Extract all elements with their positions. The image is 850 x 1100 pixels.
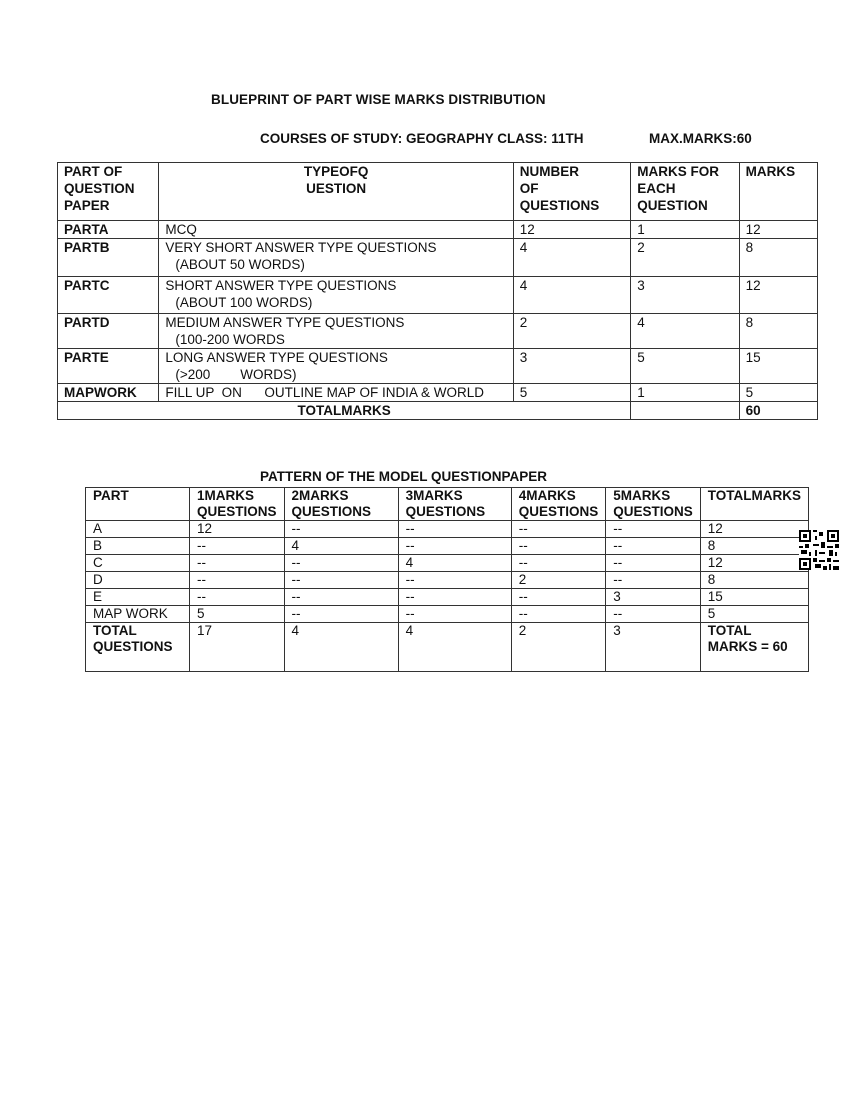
pattern-total-cell: 2 xyxy=(511,623,606,672)
row-type-text: VERY SHORT ANSWER TYPE QUESTIONS xyxy=(165,240,437,255)
total-label: TOTALMARKS xyxy=(58,402,631,420)
pattern-cell: -- xyxy=(606,555,701,572)
header-part-line: PART OF xyxy=(64,164,123,179)
row-each: 1 xyxy=(631,221,739,239)
row-number: 2 xyxy=(513,314,630,349)
pattern-total-row xyxy=(86,623,809,672)
pattern-cell: 12 xyxy=(700,555,808,572)
row-number: 4 xyxy=(513,277,630,314)
pattern-cell: -- xyxy=(284,555,398,572)
row-type-sub: (>200 WORDS) xyxy=(175,367,297,382)
table-row xyxy=(86,589,809,606)
pattern-header-cell: 3MARKS QUESTIONS xyxy=(398,488,511,521)
table-row xyxy=(58,314,818,349)
table-row xyxy=(58,384,818,402)
header-type-line: UESTION xyxy=(306,181,367,196)
pattern-cell: -- xyxy=(190,555,285,572)
pattern-header-row xyxy=(86,488,809,521)
pattern-cell: -- xyxy=(511,521,606,538)
row-type-text: MEDIUM ANSWER TYPE QUESTIONS xyxy=(165,315,405,330)
pattern-cell: 8 xyxy=(700,572,808,589)
pattern-cell: 8 xyxy=(700,538,808,555)
row-marks: 8 xyxy=(739,314,817,349)
row-part: MAPWORK xyxy=(58,384,159,402)
header-number xyxy=(513,163,630,221)
pattern-header-cell: 2MARKS QUESTIONS xyxy=(284,488,398,521)
row-type xyxy=(159,314,513,349)
row-marks: 8 xyxy=(739,239,817,277)
pattern-cell: 15 xyxy=(700,589,808,606)
pattern-cell: -- xyxy=(398,521,511,538)
pattern-cell: 5 xyxy=(700,606,808,623)
pattern-total-cell: 3 xyxy=(606,623,701,672)
row-part: PARTC xyxy=(58,277,159,314)
row-marks: 5 xyxy=(739,384,817,402)
pattern-total-cell: 4 xyxy=(284,623,398,672)
pattern-cell: 3 xyxy=(606,589,701,606)
header-part-line: PAPER xyxy=(64,198,110,213)
pattern-total-cell: TOTAL QUESTIONS xyxy=(86,623,190,672)
header-part xyxy=(58,163,159,221)
row-part: PARTD xyxy=(58,314,159,349)
pattern-header-cell: 5MARKS QUESTIONS xyxy=(606,488,701,521)
pattern-table xyxy=(85,487,809,672)
header-number-line: NUMBER xyxy=(519,164,580,179)
table-row xyxy=(86,538,809,555)
row-type xyxy=(159,277,513,314)
row-number: 4 xyxy=(513,239,630,277)
table-row xyxy=(58,277,818,314)
pattern-cell: -- xyxy=(606,606,701,623)
pattern-total-cell: TOTAL MARKS = 60 xyxy=(700,623,808,672)
row-part: PARTE xyxy=(58,349,159,384)
header-number-line: OF xyxy=(519,181,539,196)
pattern-cell: E xyxy=(86,589,190,606)
pattern-cell: A xyxy=(86,521,190,538)
pattern-cell: 12 xyxy=(700,521,808,538)
course-line: COURSES OF STUDY: GEOGRAPHY CLASS: 11TH xyxy=(260,131,584,146)
pattern-cell: -- xyxy=(511,589,606,606)
pattern-cell: -- xyxy=(398,589,511,606)
row-part: PARTB xyxy=(58,239,159,277)
header-part-line: QUESTION xyxy=(64,181,135,196)
total-empty xyxy=(631,402,739,420)
table-row xyxy=(86,555,809,572)
table-row xyxy=(86,606,809,623)
pattern-cell: -- xyxy=(284,572,398,589)
header-each-line: MARKS FOR xyxy=(637,164,719,179)
header-type xyxy=(159,163,513,221)
blueprint-header-row xyxy=(58,163,818,221)
pattern-cell: 2 xyxy=(511,572,606,589)
pattern-cell: -- xyxy=(284,606,398,623)
row-marks: 12 xyxy=(739,221,817,239)
header-each-line: QUESTION xyxy=(637,198,708,213)
max-marks: MAX.MARKS:60 xyxy=(649,131,752,146)
row-type-sub: (ABOUT 50 WORDS) xyxy=(175,257,305,272)
table-row xyxy=(86,521,809,538)
pattern-total-cell: 4 xyxy=(398,623,511,672)
table-row xyxy=(58,239,818,277)
row-type-sub: (ABOUT 100 WORDS) xyxy=(175,295,313,310)
row-each: 2 xyxy=(631,239,739,277)
pattern-header-cell: 1MARKS QUESTIONS xyxy=(190,488,285,521)
pattern-cell: 5 xyxy=(190,606,285,623)
pattern-cell: -- xyxy=(398,606,511,623)
row-type-text: SHORT ANSWER TYPE QUESTIONS xyxy=(165,278,397,293)
row-type-text: MCQ xyxy=(165,222,197,237)
row-type-text: FILL UP ON OUTLINE MAP OF INDIA & WORLD xyxy=(165,385,484,400)
pattern-cell: -- xyxy=(284,521,398,538)
pattern-cell: B xyxy=(86,538,190,555)
row-number: 5 xyxy=(513,384,630,402)
pattern-cell: -- xyxy=(511,538,606,555)
pattern-cell: D xyxy=(86,572,190,589)
pattern-cell: -- xyxy=(190,589,285,606)
pattern-total-cell: 17 xyxy=(190,623,285,672)
page-title: BLUEPRINT OF PART WISE MARKS DISTRIBUTION xyxy=(211,92,546,107)
qr-code-icon xyxy=(799,530,839,570)
row-type xyxy=(159,384,513,402)
total-row xyxy=(58,402,818,420)
pattern-cell: 4 xyxy=(398,555,511,572)
pattern-cell: -- xyxy=(190,572,285,589)
row-number: 12 xyxy=(513,221,630,239)
total-value: 60 xyxy=(739,402,817,420)
pattern-cell: -- xyxy=(398,538,511,555)
pattern-cell: -- xyxy=(606,521,701,538)
pattern-cell: C xyxy=(86,555,190,572)
pattern-cell: -- xyxy=(606,538,701,555)
pattern-cell: -- xyxy=(511,606,606,623)
pattern-header-cell: PART xyxy=(86,488,190,521)
row-each: 4 xyxy=(631,314,739,349)
row-type xyxy=(159,221,513,239)
pattern-cell: -- xyxy=(606,572,701,589)
pattern-cell: -- xyxy=(511,555,606,572)
row-type xyxy=(159,239,513,277)
row-each: 3 xyxy=(631,277,739,314)
header-each-line: EACH xyxy=(637,181,676,196)
row-part: PARTA xyxy=(58,221,159,239)
row-marks: 12 xyxy=(739,277,817,314)
pattern-cell: 4 xyxy=(284,538,398,555)
row-type-text: LONG ANSWER TYPE QUESTIONS xyxy=(165,350,388,365)
row-number: 3 xyxy=(513,349,630,384)
table-row xyxy=(58,349,818,384)
pattern-cell: MAP WORK xyxy=(86,606,190,623)
row-each: 5 xyxy=(631,349,739,384)
table-row xyxy=(58,221,818,239)
pattern-title: PATTERN OF THE MODEL QUESTIONPAPER xyxy=(260,469,548,484)
pattern-header-cell: TOTALMARKS xyxy=(700,488,808,521)
pattern-cell: 12 xyxy=(190,521,285,538)
row-type xyxy=(159,349,513,384)
header-marks: MARKS xyxy=(739,163,817,221)
header-type-line: TYPEOFQ xyxy=(303,164,369,179)
pattern-cell: -- xyxy=(284,589,398,606)
row-marks: 15 xyxy=(739,349,817,384)
pattern-header-cell: 4MARKS QUESTIONS xyxy=(511,488,606,521)
blueprint-table xyxy=(57,162,818,420)
header-number-line: QUESTIONS xyxy=(519,198,600,213)
pattern-cell: -- xyxy=(190,538,285,555)
table-row xyxy=(86,572,809,589)
header-each xyxy=(631,163,739,221)
pattern-cell: -- xyxy=(398,572,511,589)
row-type-sub: (100-200 WORDS xyxy=(175,332,285,347)
row-each: 1 xyxy=(631,384,739,402)
